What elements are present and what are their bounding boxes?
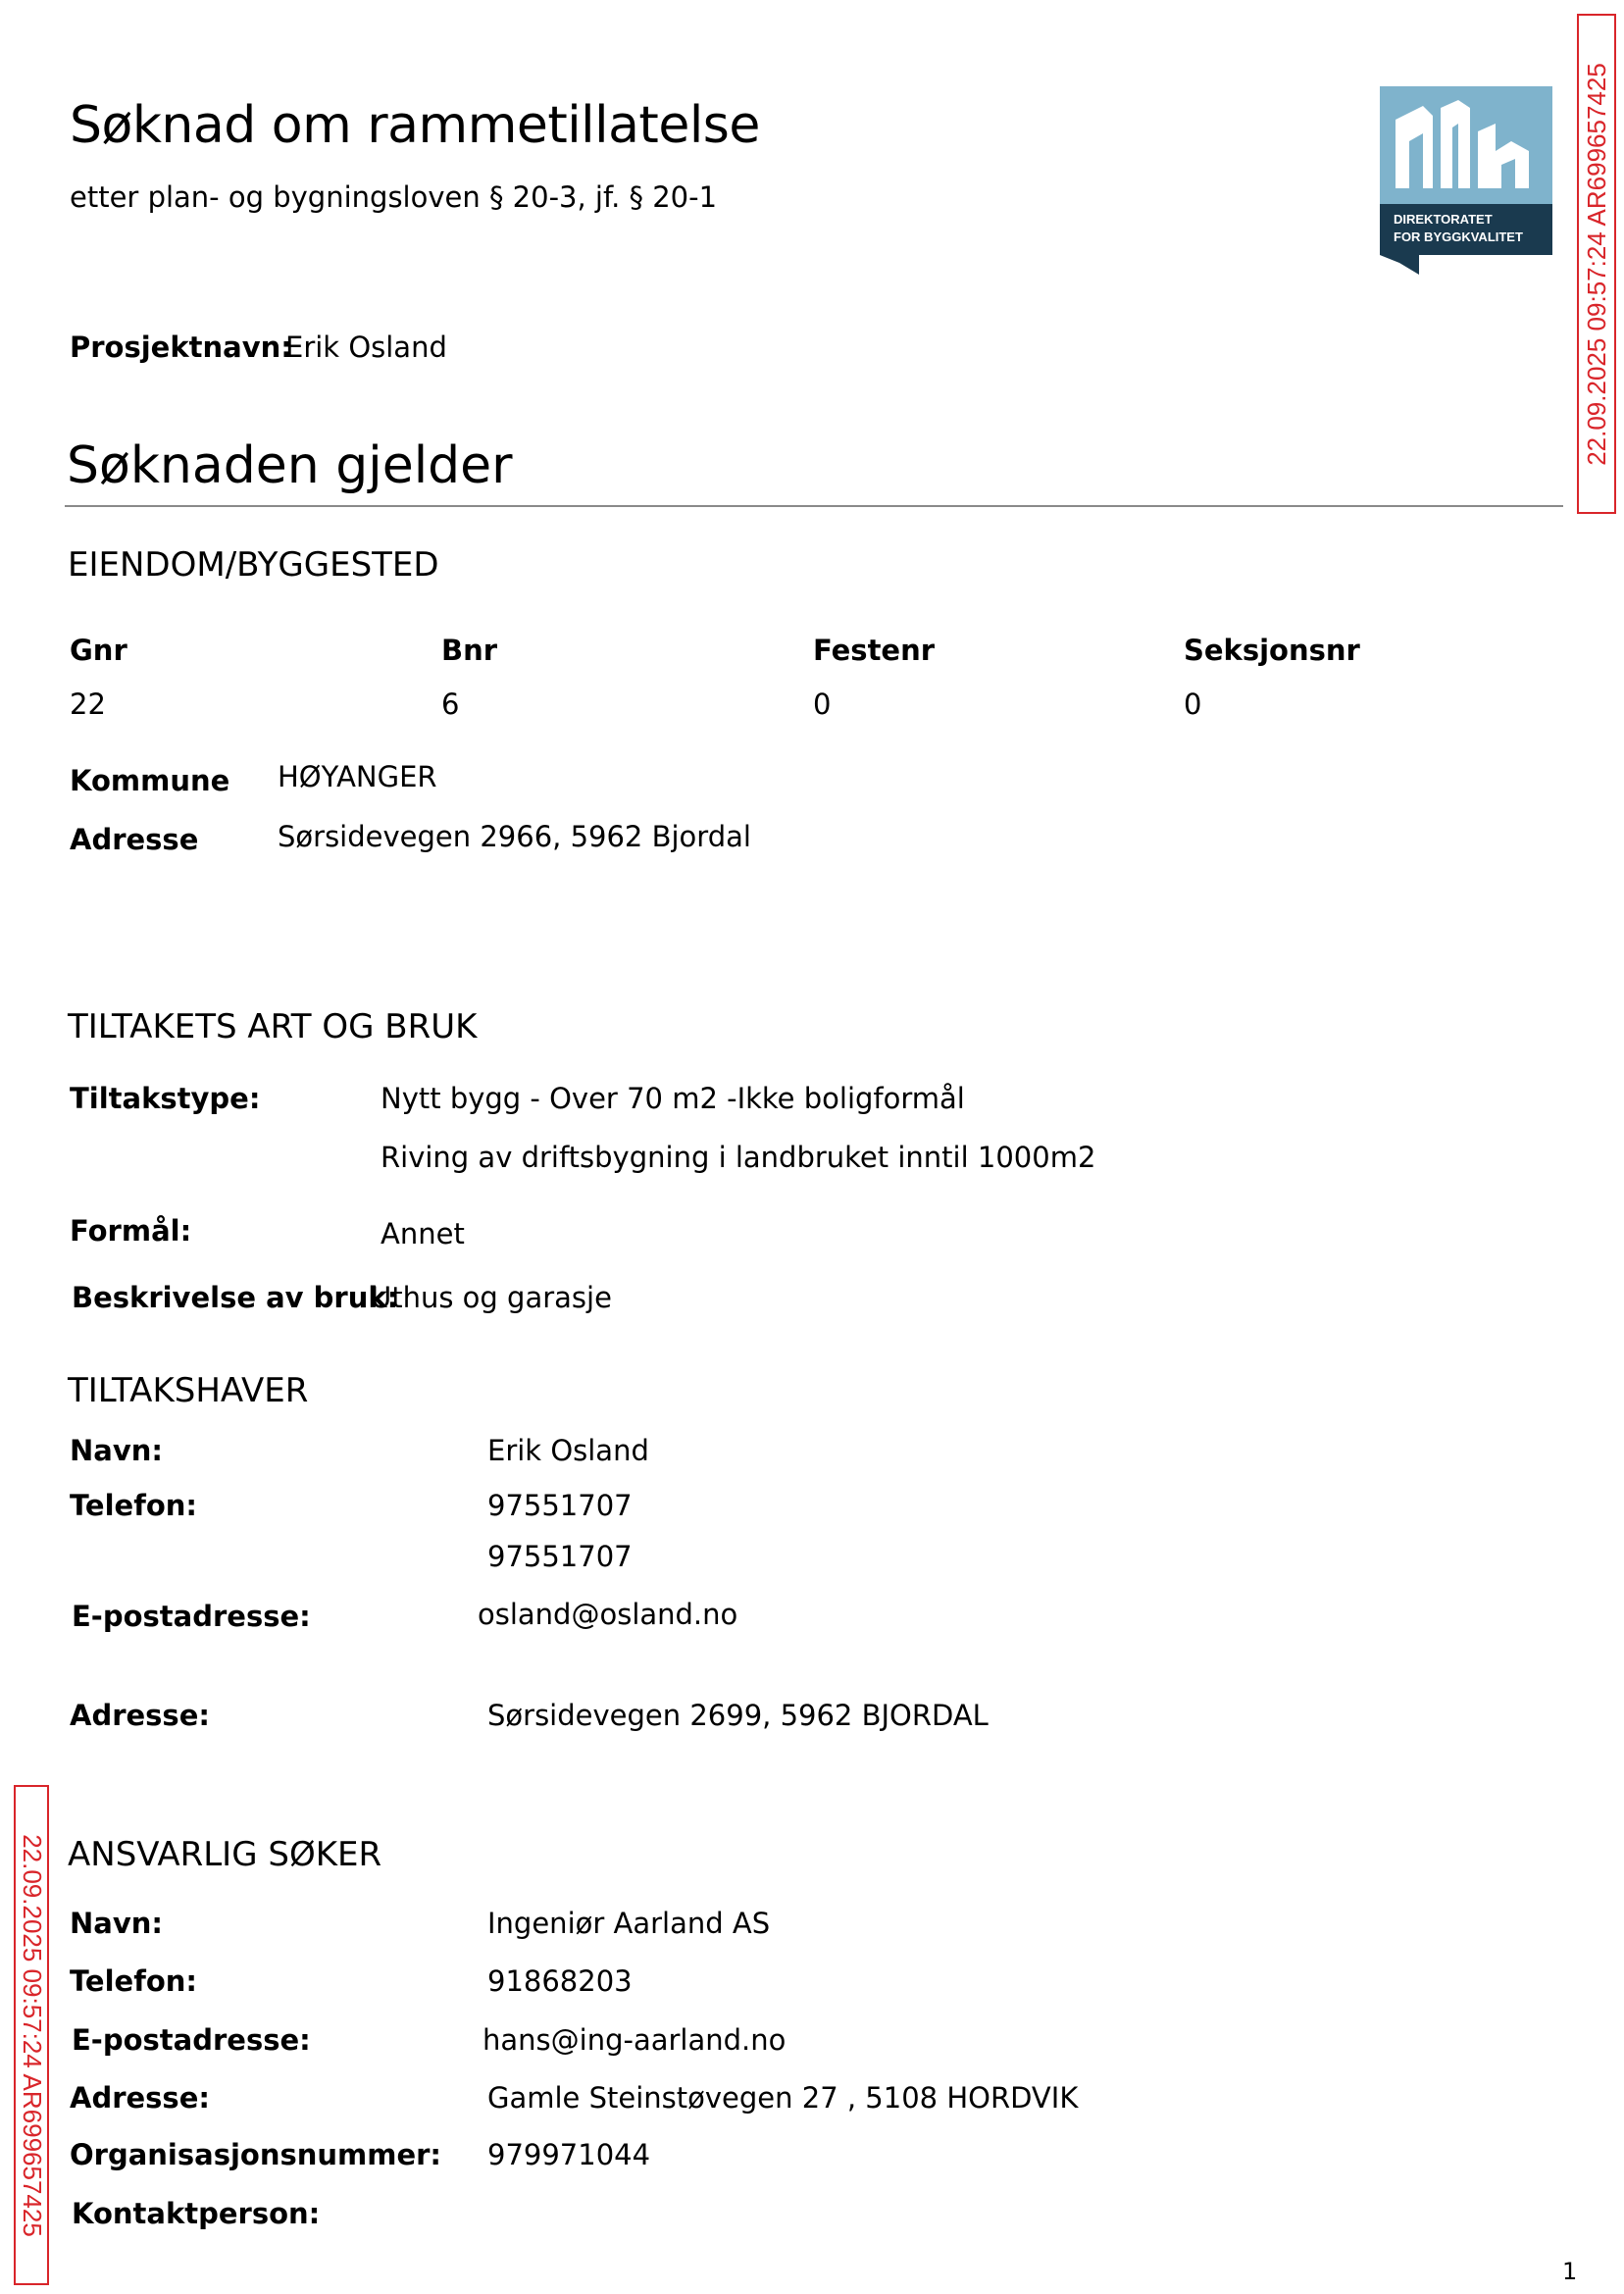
kommune-label: Kommune <box>70 764 230 797</box>
project-value: Erik Osland <box>285 331 447 364</box>
eiendom-heading: EIENDOM/BYGGESTED <box>68 545 439 585</box>
tiltakshaver-epost-label: E-postadresse: <box>72 1600 311 1633</box>
formal-label: Formål: <box>70 1214 192 1248</box>
section-title: Søknaden gjelder <box>67 436 513 495</box>
gnr-value: 22 <box>70 688 106 721</box>
project-label: Prosjektnavn: <box>70 331 292 364</box>
seksjonsnr-label: Seksjonsnr <box>1184 634 1360 667</box>
tiltakshaver-navn-label: Navn: <box>70 1434 163 1467</box>
kontaktperson-label: Kontaktperson: <box>72 2197 321 2230</box>
seksjonsnr-value: 0 <box>1184 688 1202 721</box>
ansvarlig-heading: ANSVARLIG SØKER <box>68 1835 382 1874</box>
tiltakshaver-heading: TILTAKSHAVER <box>68 1371 309 1410</box>
tiltakshaver-adresse-label: Adresse: <box>70 1699 210 1732</box>
ansvarlig-epost-label: E-postadresse: <box>72 2023 311 2057</box>
tiltakstype-label: Tiltakstype: <box>70 1082 261 1115</box>
document-title: Søknad om rammetillatelse <box>70 96 760 155</box>
bnr-value: 6 <box>441 688 460 721</box>
bruk-label: Beskrivelse av bruk: <box>72 1281 399 1314</box>
orgnr-label: Organisasjonsnummer: <box>70 2138 442 2171</box>
document-subtitle: etter plan- og bygningsloven § 20-3, jf. § 20-1 <box>70 180 718 214</box>
tiltakshaver-adresse-value: Sørsidevegen 2699, 5962 BJORDAL <box>487 1699 989 1732</box>
ansvarlig-telefon-label: Telefon: <box>70 1964 197 1998</box>
adresse-label: Adresse <box>70 823 199 856</box>
dibk-logo <box>1380 86 1552 275</box>
tiltakshaver-epost-value: osland@osland.no <box>478 1598 738 1631</box>
festenr-value: 0 <box>813 688 832 721</box>
tiltakshaver-telefon-value-1: 97551707 <box>487 1489 633 1522</box>
adresse-value: Sørsidevegen 2966, 5962 Bjordal <box>278 820 751 853</box>
date-stamp-text: 22.09.2025 09:57:24 AR699657425 <box>1581 62 1611 466</box>
date-stamp-text: 22.09.2025 09:57:24 AR699657425 <box>17 1833 47 2237</box>
bruk-value: Uthus og garasje <box>371 1281 612 1314</box>
ansvarlig-telefon-value: 91868203 <box>487 1964 633 1998</box>
tiltakstype-value-2: Riving av driftsbygning i landbruket inntil 1000m2 <box>381 1141 1096 1174</box>
ansvarlig-adresse-value: Gamle Steinstøvegen 27 , 5108 HORDVIK <box>487 2081 1079 2115</box>
tiltakshaver-telefon-label: Telefon: <box>70 1489 197 1522</box>
tiltakshaver-telefon-value-2: 97551707 <box>487 1540 633 1573</box>
logo-line1: DIREKTORATET <box>1394 212 1493 227</box>
ansvarlig-epost-value: hans@ing-aarland.no <box>482 2023 787 2057</box>
tiltakstype-value-1: Nytt bygg - Over 70 m2 -Ikke boligformål <box>381 1082 965 1115</box>
tiltak-heading: TILTAKETS ART OG BRUK <box>68 1007 478 1046</box>
ansvarlig-navn-value: Ingeniør Aarland AS <box>487 1907 771 1940</box>
ansvarlig-navn-label: Navn: <box>70 1907 163 1940</box>
tiltakshaver-navn-value: Erik Osland <box>487 1434 649 1467</box>
page-number: 1 <box>1562 2258 1578 2285</box>
kommune-value: HØYANGER <box>278 760 437 793</box>
date-stamp-left <box>14 1785 49 2285</box>
formal-value: Annet <box>381 1217 465 1250</box>
festenr-label: Festenr <box>813 634 936 667</box>
gnr-label: Gnr <box>70 634 127 667</box>
logo-graphic <box>1380 86 1552 275</box>
bnr-label: Bnr <box>441 634 498 667</box>
logo-line2: FOR BYGGKVALITET <box>1394 229 1523 244</box>
date-stamp-right <box>1577 14 1616 514</box>
ansvarlig-adresse-label: Adresse: <box>70 2081 210 2115</box>
section-divider <box>65 505 1563 507</box>
orgnr-value: 979971044 <box>487 2138 651 2171</box>
